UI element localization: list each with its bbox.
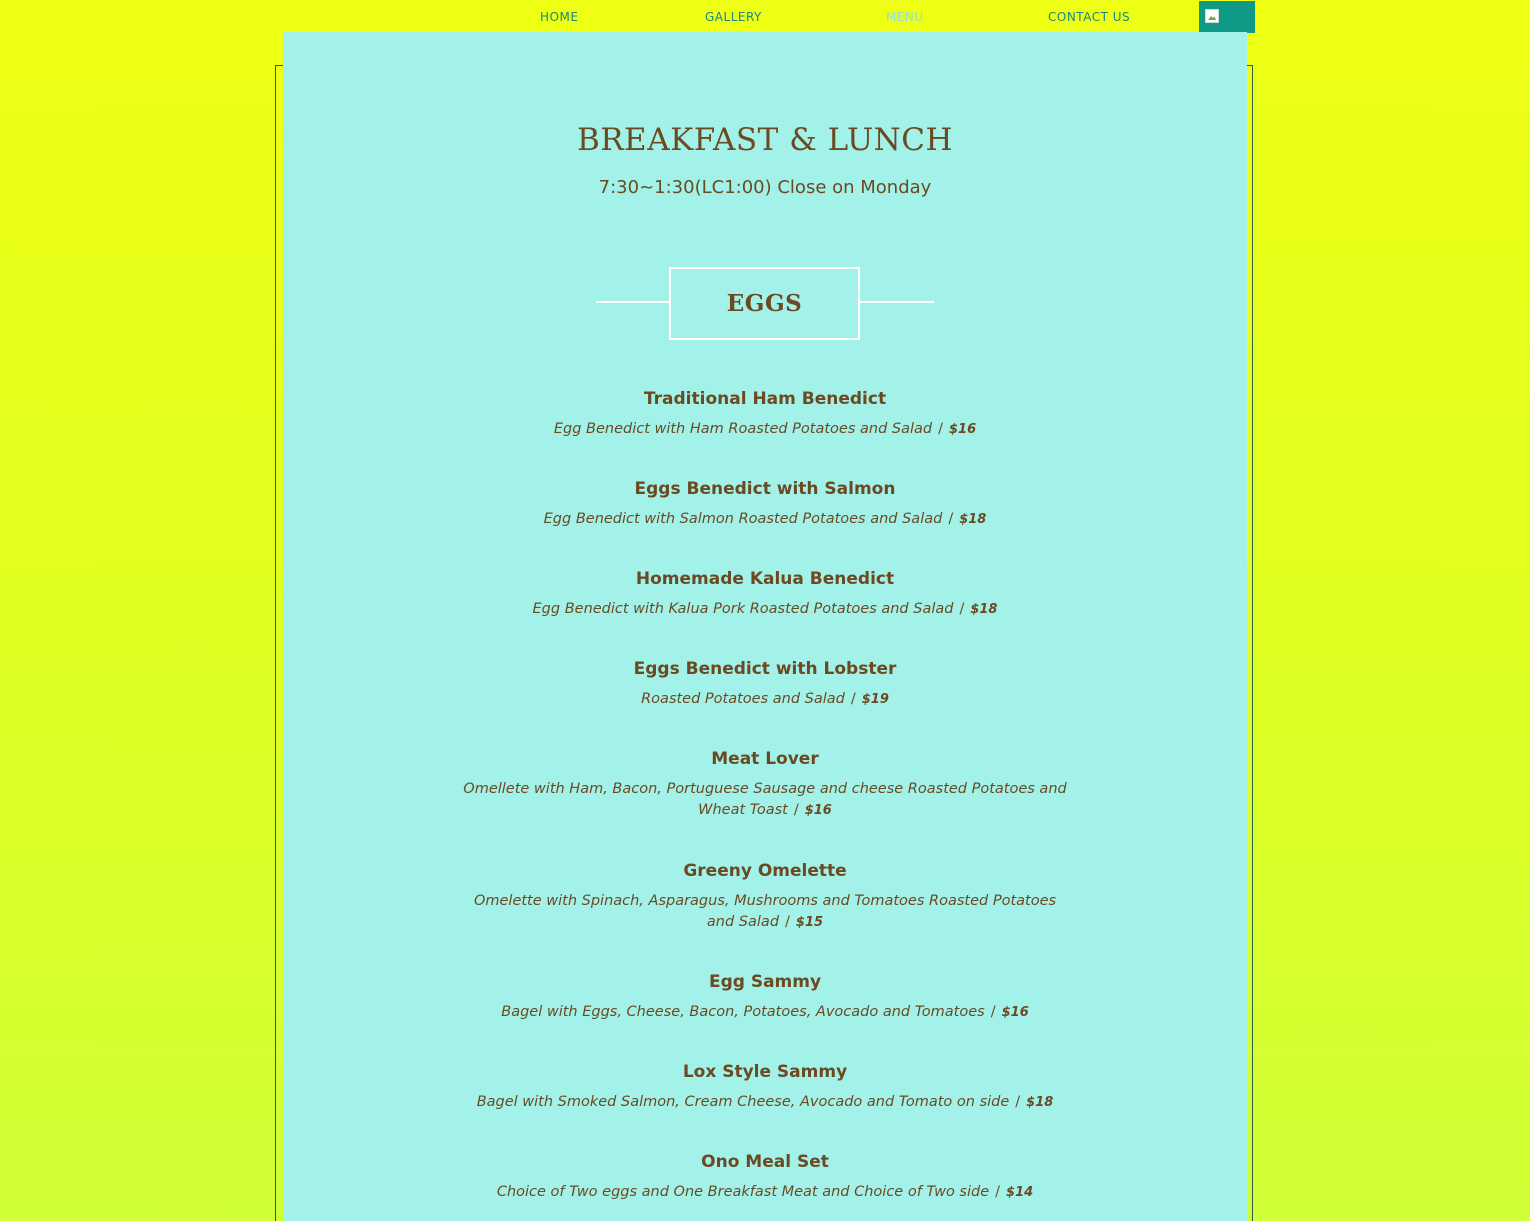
menu-item-desc-text: Choice of Two eggs and One Breakfast Meat and Choice of Two side xyxy=(496,1184,990,1200)
price-separator: / xyxy=(959,601,965,617)
menu-item-description xyxy=(440,689,1090,710)
menu-item xyxy=(440,1061,1090,1113)
menu-item-desc-text: Omelette with Spinach, Asparagus, Mushrooms and Tomatoes Roasted Potatoes and Salad xyxy=(473,893,1057,930)
menu-item-description xyxy=(440,509,1090,530)
menu-item xyxy=(440,478,1090,530)
menu-item-desc-text: Egg Benedict with Kalua Pork Roasted Potatoes and Salad xyxy=(532,601,954,617)
menu-item-desc-text: Bagel with Eggs, Cheese, Bacon, Potatoes, Avocado and Tomatoes xyxy=(501,1004,985,1020)
price-separator: / xyxy=(995,1184,1001,1200)
menu-panel xyxy=(283,32,1247,1221)
menu-item-name: Homemade Kalua Benedict xyxy=(635,569,895,589)
opening-hours: 7:30~1:30(LC1:00) Close on Monday xyxy=(598,177,932,198)
section-divider-left xyxy=(596,301,669,303)
menu-item-name: Egg Sammy xyxy=(708,972,822,992)
menu-item xyxy=(440,568,1090,620)
menu-item-desc-text: Omellete with Ham, Bacon, Portuguese Sausage and cheese Roasted Potatoes and Wheat Toast xyxy=(463,781,1067,818)
menu-item-name: Lox Style Sammy xyxy=(682,1062,848,1082)
menu-item xyxy=(440,388,1090,440)
nav-image-button[interactable] xyxy=(1199,1,1255,33)
menu-item-description xyxy=(440,779,1090,821)
price-separator: / xyxy=(793,802,799,818)
menu-item-name: Traditional Ham Benedict xyxy=(643,389,887,409)
price-separator: / xyxy=(948,511,954,527)
menu-item-price: $16 xyxy=(949,422,977,437)
menu-item-price: $18 xyxy=(970,602,998,617)
price-separator: / xyxy=(1015,1094,1021,1110)
menu-item xyxy=(440,658,1090,710)
top-navigation xyxy=(0,0,1530,34)
menu-item-name: Meat Lover xyxy=(711,749,819,769)
menu-item xyxy=(440,748,1090,821)
menu-item-price: $18 xyxy=(959,512,987,527)
price-separator: / xyxy=(785,914,790,930)
menu-item-price: $19 xyxy=(861,692,889,707)
menu-item-desc-text: Egg Benedict with Salmon Roasted Potatoes and Salad xyxy=(543,511,943,527)
price-separator: / xyxy=(990,1004,996,1020)
nav-menu-link[interactable]: MENU xyxy=(886,10,924,24)
section-title: EGGS xyxy=(726,290,803,317)
menu-item-description xyxy=(440,599,1090,620)
menu-item-price: $14 xyxy=(1006,1185,1034,1200)
menu-item-description xyxy=(440,1002,1090,1023)
price-separator: / xyxy=(938,421,944,437)
menu-item-desc-text: Bagel with Smoked Salmon, Cream Cheese, Avocado and Tomato on side xyxy=(476,1094,1010,1110)
menu-item-price: $18 xyxy=(1026,1095,1054,1110)
menu-item-desc-text: Roasted Potatoes and Salad xyxy=(641,691,845,707)
menu-item-description xyxy=(440,1092,1090,1113)
menu-item xyxy=(440,1151,1090,1203)
price-separator: / xyxy=(850,691,856,707)
menu-item-name: Eggs Benedict with Salmon xyxy=(634,479,896,499)
menu-item-description xyxy=(440,891,1090,933)
menu-item-desc-text: Egg Benedict with Ham Roasted Potatoes and Salad xyxy=(553,421,933,437)
nav-gallery-link[interactable]: GALLERY xyxy=(705,10,762,24)
menu-item xyxy=(440,971,1090,1023)
menu-item-price: $15 xyxy=(795,915,824,930)
nav-home-link[interactable]: HOME xyxy=(540,10,579,24)
menu-item-price: $16 xyxy=(1001,1005,1029,1020)
section-divider-right xyxy=(860,301,934,303)
menu-item-name: Eggs Benedict with Lobster xyxy=(633,659,897,679)
section-heading-box xyxy=(669,267,860,340)
menu-item-price: $16 xyxy=(804,803,832,818)
menu-item-description xyxy=(440,419,1090,440)
menu-item-name: Ono Meal Set xyxy=(701,1152,829,1172)
nav-contact-link[interactable]: CONTACT US xyxy=(1048,10,1131,24)
menu-item-description xyxy=(440,1182,1090,1203)
page-title: BREAKFAST & LUNCH xyxy=(576,122,954,158)
menu-item xyxy=(440,860,1090,933)
menu-item-name: Greeny Omelette xyxy=(683,861,847,881)
broken-image-icon xyxy=(1205,9,1219,23)
